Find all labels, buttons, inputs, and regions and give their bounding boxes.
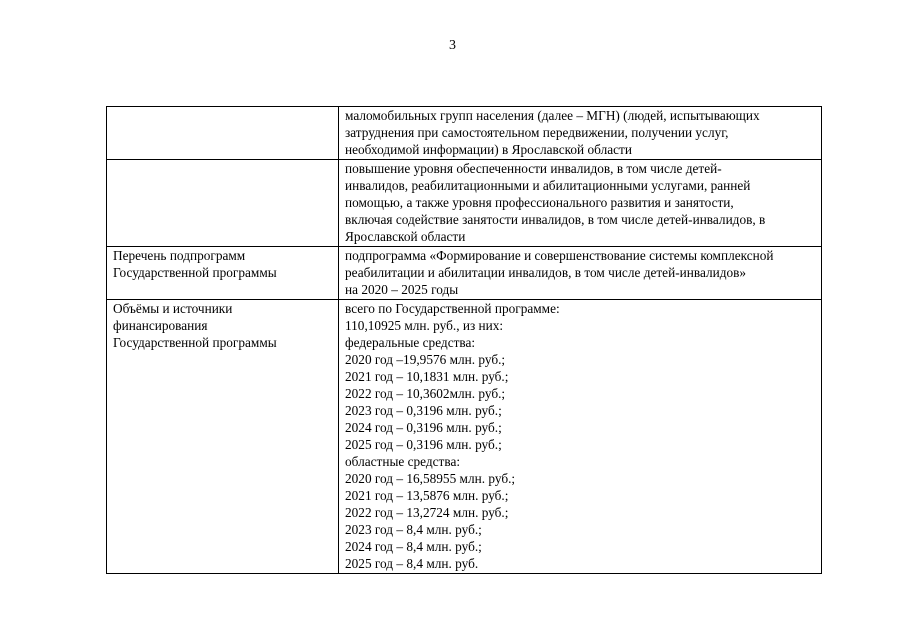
row-content-line: федеральные средства: (345, 335, 476, 350)
row-content-line: на 2020 – 2025 годы (345, 282, 459, 297)
row-content-line: 2022 год – 10,3602млн. руб.; (345, 386, 506, 401)
row-label-cell (107, 107, 339, 160)
row-label-line: Объёмы и источники (113, 301, 233, 316)
row-content-line: затруднения при самостоятельном передвижении, получении услуг, (345, 125, 729, 140)
table-row (107, 107, 822, 160)
row-label-cell (107, 160, 339, 247)
row-content-line: 110,10925 млн. руб., из них: (345, 318, 504, 333)
row-content-line: областные средства: (345, 454, 461, 469)
row-content-cell (339, 247, 822, 300)
row-content-line: помощью, а также уровня профессионального развития и занятости, (345, 195, 734, 210)
row-content-line: 2021 год – 13,5876 млн. руб.; (345, 488, 509, 503)
row-label-cell (107, 247, 339, 300)
row-label-line: Государственной программы (113, 335, 277, 350)
program-passport-table (106, 106, 822, 574)
row-content-line: повышение уровня обеспеченности инвалидов, в том числе детей- (345, 161, 722, 176)
row-content-line: инвалидов, реабилитационными и абилитационными услугами, ранней (345, 178, 751, 193)
table-row (107, 247, 822, 300)
row-content-line: всего по Государственной программе: (345, 301, 560, 316)
row-content-cell (339, 300, 822, 574)
row-content-line: 2023 год – 8,4 млн. руб.; (345, 522, 482, 537)
row-content-line: 2024 год – 0,3196 млн. руб.; (345, 420, 502, 435)
row-label-line: финансирования (113, 318, 208, 333)
row-content-line: необходимой информации) в Ярославской области (345, 142, 632, 157)
row-label-line: Государственной программы (113, 265, 277, 280)
row-content-line: 2020 год – 16,58955 млн. руб.; (345, 471, 516, 486)
row-content-line: включая содействие занятости инвалидов, в том числе детей-инвалидов, в (345, 212, 766, 227)
row-content-line: подпрограмма «Формирование и совершенствование системы комплексной (345, 248, 774, 263)
table-row (107, 300, 822, 574)
row-content-line: 2024 год – 8,4 млн. руб.; (345, 539, 482, 554)
row-content-cell (339, 107, 822, 160)
row-label-cell (107, 300, 339, 574)
table-body (107, 107, 822, 574)
page-number: 3 (449, 38, 456, 53)
table-row (107, 160, 822, 247)
row-content-line: Ярославской области (345, 229, 466, 244)
row-content-line: 2020 год –19,9576 млн. руб.; (345, 352, 506, 367)
row-content-line: 2022 год – 13,2724 млн. руб.; (345, 505, 509, 520)
row-content-line: 2023 год – 0,3196 млн. руб.; (345, 403, 502, 418)
row-content-line: 2021 год – 10,1831 млн. руб.; (345, 369, 509, 384)
row-content-cell (339, 160, 822, 247)
row-content-line: реабилитации и абилитации инвалидов, в том числе детей-инвалидов» (345, 265, 747, 280)
row-label-line: Перечень подпрограмм (113, 248, 246, 263)
row-content-line: 2025 год – 8,4 млн. руб. (345, 556, 479, 571)
row-content-line: маломобильных групп населения (далее – МГН) (людей, испытывающих (345, 108, 760, 123)
row-content-line: 2025 год – 0,3196 млн. руб.; (345, 437, 502, 452)
